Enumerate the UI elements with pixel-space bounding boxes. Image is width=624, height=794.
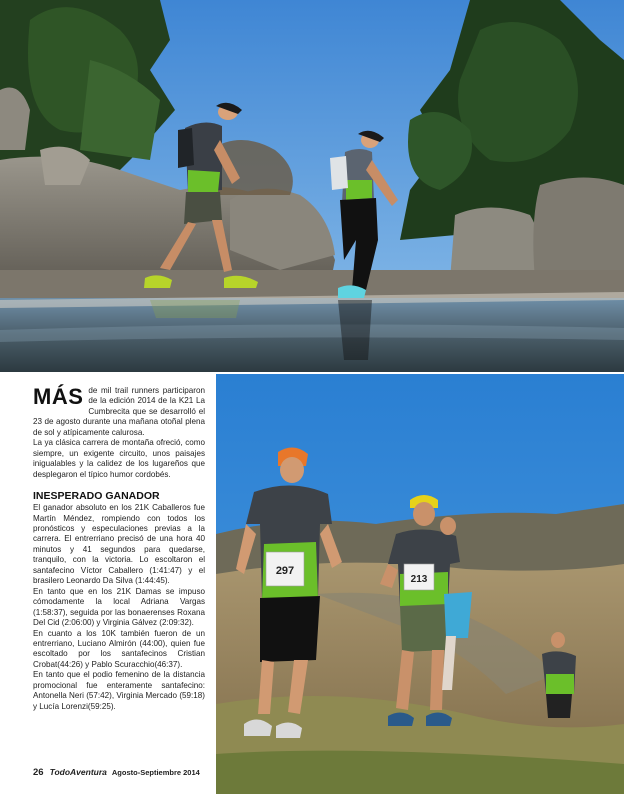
article-paragraph-4: En tanto que en los 21K Damas se impuso cómodamente la local Adriana Vargas (1:58:37), seguida por las bonaerenses Roxana Del Cid (2:06:00) y Virginia Gálvez (2:09:32).: [33, 586, 205, 628]
article-intro-paragraph: [33, 386, 205, 438]
article-paragraph-5: En cuanto a los 10K también fueron de un entrerriano, Luciano Almirón (44:00), quien fue escoltado por los santafecinos Cristian Crobat(44:26) y Pablo Scuracchio(46:37).: [33, 628, 205, 669]
magazine-name: TodoAventura: [49, 767, 107, 777]
article-paragraph-6: En tanto que el podio femenino de la distancia promocional fue enteramente santafecino: Antonella Neri (57:42), Virginia Mercado (59:18) y Lucía Lorenzi(59:25).: [33, 670, 205, 711]
intro-text: de mil trail runners participaron de la edición 2014 de la K21 La Cumbrecita que se desarrolló el 23 de agosto durante una mañana otoñal plena de sol y atípicamente calurosa.: [33, 386, 205, 437]
article-paragraph-2: La ya clásica carrera de montaña ofreció, como siempre, un exigente circuito, unos paisajes inigualables y la calidez de los lugareños que desplegaron el típico humor cordobés.: [33, 438, 205, 479]
article-text-column: [33, 386, 205, 712]
page-number: 26: [33, 767, 44, 778]
lead-word: MÁS: [33, 384, 84, 409]
bottom-photo-runners-trail: [216, 374, 624, 794]
bib-number: 297: [275, 565, 295, 577]
issue-date: Agosto-Septiembre 2014: [111, 768, 200, 777]
bib-number: 213: [410, 574, 428, 585]
top-photo-runners-crossing-water: [0, 0, 624, 372]
section-heading: INESPERADO GANADOR: [33, 490, 160, 503]
article-paragraph-3: El ganador absoluto en los 21K Caballeros fue Martín Méndez, rompiendo con todos los pronósticos y especulaciones previas a la carrera. El entrerriano precisó de una hora 40 minutos y 41 segundos para quedarse, tranquilo, con la victoria. Lo escoltaron el santafecino Víctor Caballero (1:41:47) y el brasilero Leonardo Da Silva (1:44:45).: [33, 503, 205, 586]
left-trees: [0, 0, 175, 180]
page-footer: [33, 767, 208, 778]
